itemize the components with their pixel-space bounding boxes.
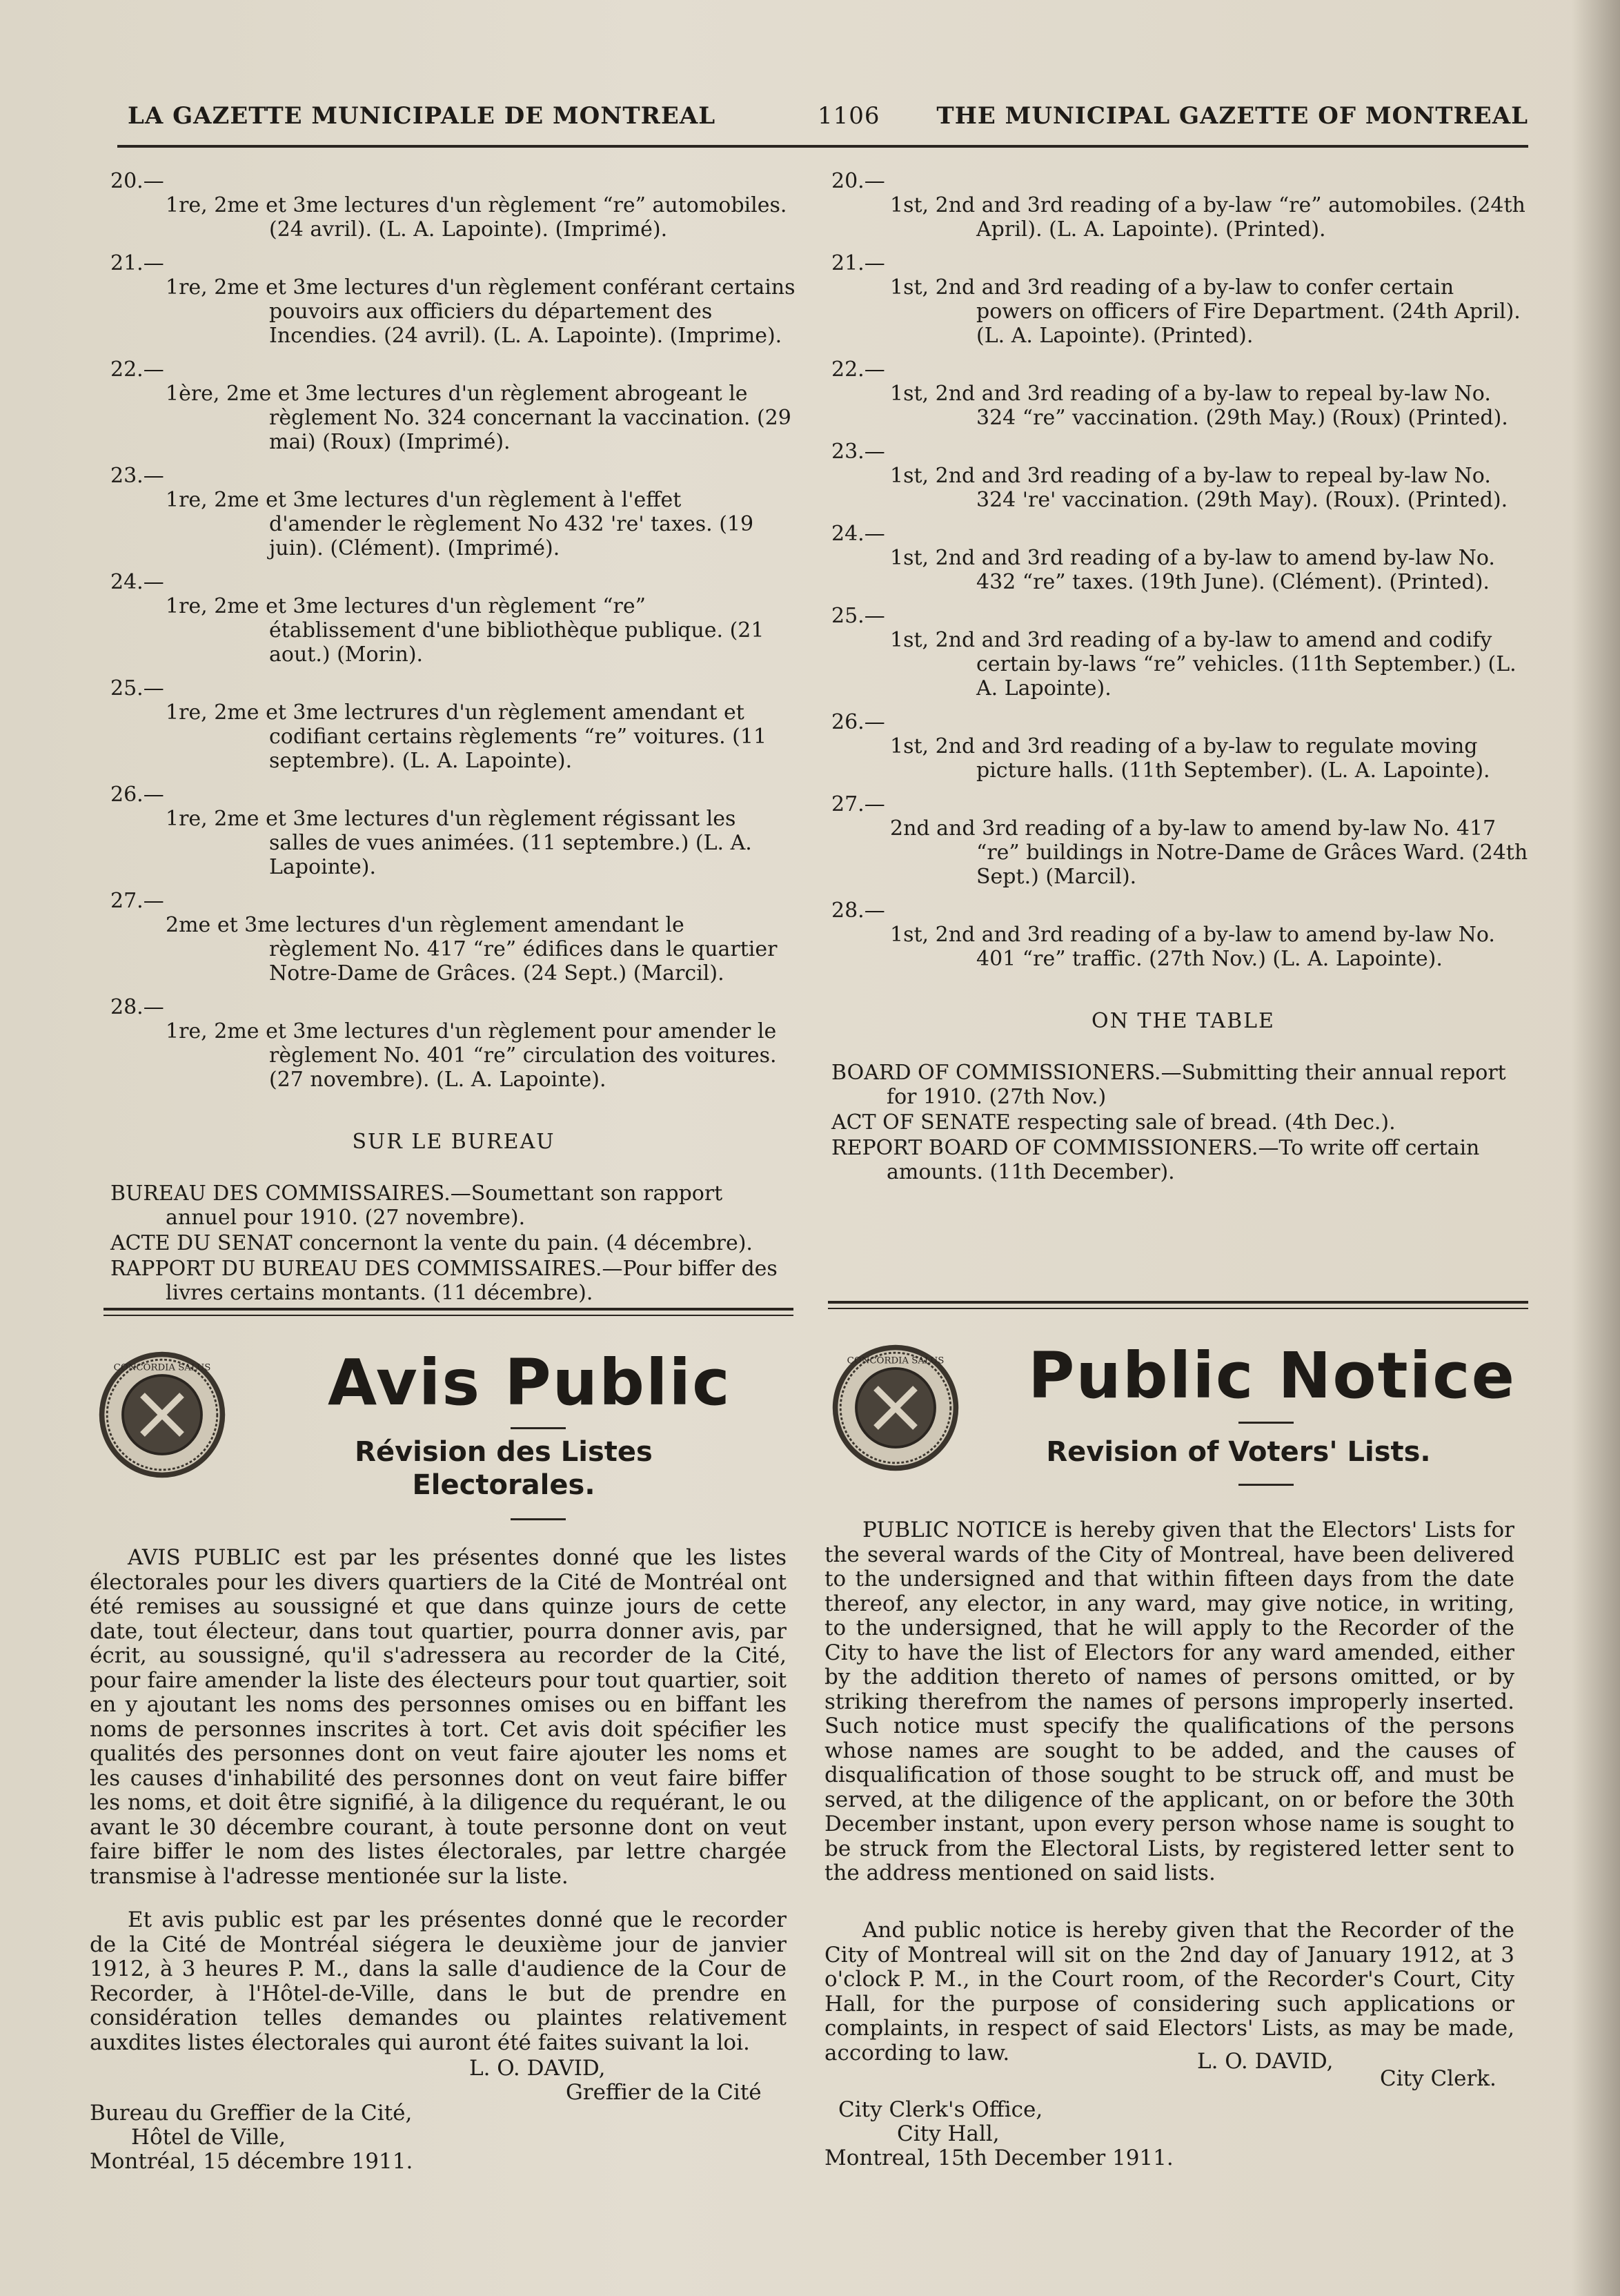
item-text: 1st, 2nd and 3rd reading of a by-law “re” automobiles. (24th April). (L. A. Lapointe). (Printed).	[890, 193, 1525, 242]
date-line: Montreal, 15th December 1911.	[824, 2146, 1174, 2170]
notice-paragraph-2: Et avis public est par les présentes donné que le recorder de la Cité de Montréal siégera le deuxième jour de janvier 1912, à 3 heures P. M., dans la salle d'audience de la Cour de Recorder, à l'Hôtel-de-Ville, dans le but de prendre en considération telles demandes ou plaintes relativement auxdites listes électorales qui auront été faites suivant la loi.	[90, 1907, 787, 2055]
signer-title: Greffier de la Cité	[566, 2080, 762, 2105]
item-text: 1re, 2me et 3me lectures d'un règlement conférant certains pouvoirs aux officiers du département des Incendies. (24 avril). (L. A. Lapointe). (Imprime).	[166, 275, 796, 348]
notice-divider-en-thin	[828, 1308, 1528, 1309]
notice-subtitle: Révision des Listes Electorales.	[355, 1436, 653, 1501]
item-number: 21.—	[110, 251, 164, 275]
item-text: 2me et 3me lectures d'un règlement amendant le règlement No. 417 “re” édifices dans le quartier Notre-Dame de Grâces. (24 Sept.) (Marcil).	[166, 913, 778, 985]
list-item	[110, 570, 797, 667]
notice-divider-fr-thin	[103, 1315, 793, 1316]
item-text: 1re, 2me et 3me lectures d'un règlement à l'effet d'amender le règlement No 432 're' taxes. (19 juin). (Clément). (Imprimé).	[166, 488, 754, 560]
list-item	[110, 464, 797, 560]
item-number: 23.—	[110, 464, 164, 488]
title-rule	[1238, 1422, 1294, 1424]
notice-title: Public Notice	[1028, 1339, 1517, 1413]
signer-title: City Clerk.	[1380, 2066, 1496, 2091]
item-number: 22.—	[831, 357, 885, 382]
page-edge-shadow	[1572, 0, 1620, 2296]
list-item	[831, 710, 1535, 783]
item-number: 26.—	[831, 710, 885, 734]
list-item	[110, 783, 797, 879]
item-number: 26.—	[110, 783, 164, 807]
list-item	[831, 169, 1535, 242]
building-line: Hôtel de Ville,	[131, 2125, 286, 2150]
item-text: 1st, 2nd and 3rd reading of a by-law to repeal by-law No. 324 “re” vaccination. (29th May.) (Roux) (Printed).	[890, 382, 1508, 430]
deposit-item: RAPPORT DU BUREAU DES COMMISSAIRES.—Pour biffer des livres certains montants. (11 décembre).	[110, 1257, 778, 1305]
notice-divider-fr	[103, 1308, 793, 1311]
list-item	[110, 251, 797, 348]
notice-subtitle: Revision of Voters' Lists.	[1046, 1436, 1431, 1468]
list-item	[831, 440, 1535, 512]
city-seal-icon	[97, 1349, 228, 1480]
list-item	[831, 357, 1535, 430]
french-notice	[90, 1339, 793, 2229]
item-number: 25.—	[110, 676, 164, 700]
item-text: 1st, 2nd and 3rd reading of a by-law to confer certain powers on officers of Fire Department. (24th April). (L. A. Lapointe). (Printed).	[890, 275, 1521, 348]
table-section-title: ON THE TABLE	[1091, 1009, 1275, 1033]
list-item	[110, 357, 797, 454]
date-line: Montréal, 15 décembre 1911.	[90, 2149, 413, 2174]
item-number: 27.—	[110, 889, 164, 913]
signer-name: L. O. DAVID,	[1197, 2049, 1334, 2074]
seal-motto: CONCORDIA SALUS	[847, 1355, 945, 1366]
notice-title: Avis Public	[328, 1346, 731, 1420]
list-item	[831, 899, 1535, 971]
title-rule	[511, 1427, 566, 1429]
item-text: 1re, 2me et 3me lectures d'un règlement pour amender le règlement No. 401 “re” circulation des voitures. (27 novembre). (L. A. Lapointe).	[166, 1019, 777, 1092]
notice-paragraph-1: PUBLIC NOTICE is hereby given that the Electors' Lists for the several wards of the City of Montreal, have been delivered to the undersigned and that within fifteen days from the date thereof, any elector, in any ward, may give notice, in writing, to the undersigned, that he will apply to the Recorder of the City to have the list of Electors for any ward amended, either by the addition thereto of names of persons omitted, or by striking therefrom the names of persons improperly inserted. Such notice must specify the qualifications of the persons whose names are sought to be added, and the causes of disqualification of those sought to be struck off, and must be served, at the diligence of the applicant, on or before the 30th December instant, upon every person whose name is sought to be struck from the Electoral Lists, by registered letter sent to the address mentioned on said lists.	[824, 1518, 1514, 1885]
header-rule	[117, 145, 1528, 148]
list-item	[110, 995, 797, 1092]
table-section-title: SUR LE BUREAU	[352, 1130, 555, 1154]
list-item	[110, 169, 797, 242]
item-text: 1re, 2me et 3me lectures d'un règlement régissant les salles de vues animées. (11 septembre.) (L. A. Lapointe).	[166, 807, 752, 879]
header-english-title: THE MUNICIPAL GAZETTE OF MONTREAL	[936, 102, 1528, 130]
office-line: Bureau du Greffier de la Cité,	[90, 2101, 413, 2126]
deposit-item: ACT OF SENATE respecting sale of bread. (4th Dec.).	[831, 1110, 1396, 1135]
item-number: 23.—	[831, 440, 885, 464]
list-item	[831, 604, 1535, 700]
list-item	[110, 889, 797, 985]
item-number: 20.—	[831, 169, 885, 193]
item-number: 21.—	[831, 251, 885, 275]
city-seal-icon	[830, 1342, 961, 1473]
list-item	[110, 676, 797, 773]
office-line: City Clerk's Office,	[838, 2097, 1043, 2122]
item-text: 1re, 2me et 3me lectrures d'un règlement amendant et codifiant certains règlements “re” voitures. (11 septembre). (L. A. Lapointe).	[166, 700, 767, 773]
list-item	[831, 522, 1535, 594]
item-text: 1ère, 2me et 3me lectures d'un règlement abrogeant le règlement No. 324 concernant la vaccination. (29 mai) (Roux) (Imprimé).	[166, 382, 791, 454]
signer-name: L. O. DAVID,	[469, 2056, 606, 2081]
item-text: 1re, 2me et 3me lectures d'un règlement “re” automobiles. (24 avril). (L. A. Lapointe). (Imprimé).	[166, 193, 787, 242]
building-line: City Hall,	[897, 2121, 1000, 2146]
header-french-title: LA GAZETTE MUNICIPALE DE MONTREAL	[128, 102, 716, 130]
deposit-item: REPORT BOARD OF COMMISSIONERS.—To write off certain amounts. (11th December).	[831, 1136, 1480, 1184]
item-text: 1st, 2nd and 3rd reading of a by-law to regulate moving picture halls. (11th September). (L. A. Lapointe).	[890, 734, 1490, 783]
english-column	[831, 169, 1535, 1186]
notice-paragraph-1: AVIS PUBLIC est par les présentes donné que les listes électorales pour les divers quartiers de la Cité de Montréal ont été remises au soussigné et que dans quinze jours de cette date, tout électeur, dans tout quartier, pourra donner avis, par écrit, au soussigné, qu'il s'adressera au recorder de la Cité, pour faire amender la liste des électeurs pour tout quartier, soit en y ajoutant les noms des personnes omises ou en biffant les noms de personnes inscrites à tort. Cet avis doit spécifier les qualités des personnes dont on veut faire ajouter les noms et les causes d'inhabilité des personnes dont on veut faire biffer les noms, et doit être signifié, à la diligence du requérant, le ou avant le 30 décembre courant, à toute personne dont on veut faire biffer le nom des listes électorales, par lettre chargée transmise à l'adresse mentionée sur la liste.	[90, 1545, 787, 1889]
item-number: 22.—	[110, 357, 164, 382]
deposit-item: BOARD OF COMMISSIONERS.—Submitting their annual report for 1910. (27th Nov.)	[831, 1061, 1506, 1109]
subtitle-rule	[1238, 1484, 1294, 1486]
item-text: 1st, 2nd and 3rd reading of a by-law to amend by-law No. 401 “re” traffic. (27th Nov.) (L. A. Lapointe).	[890, 923, 1495, 971]
page-header	[128, 102, 1528, 137]
item-number: 28.—	[831, 899, 885, 923]
seal-motto: CONCORDIA SALUS	[113, 1362, 211, 1373]
item-number: 27.—	[831, 792, 885, 816]
item-text: 1st, 2nd and 3rd reading of a by-law to amend by-law No. 432 “re” taxes. (19th June). (Clément). (Printed).	[890, 546, 1495, 594]
french-column	[110, 169, 797, 1306]
deposit-item: ACTE DU SENAT concernont la vente du pain. (4 décembre).	[110, 1231, 753, 1255]
notice-divider-en	[828, 1301, 1528, 1304]
item-text: 1st, 2nd and 3rd reading of a by-law to amend and codify certain by-laws “re” vehicles. (11th September.) (L. A. Lapointe).	[890, 628, 1517, 700]
item-number: 24.—	[831, 522, 885, 546]
page-number: 1106	[818, 102, 880, 130]
deposit-item: BUREAU DES COMMISSAIRES.—Soumettant son rapport annuel pour 1910. (27 novembre).	[110, 1181, 723, 1230]
english-notice	[824, 1328, 1535, 2226]
item-number: 28.—	[110, 995, 164, 1019]
item-number: 25.—	[831, 604, 885, 628]
item-text: 1re, 2me et 3me lectures d'un règlement “re” établissement d'une bibliothèque publique. (21 aout.) (Morin).	[166, 594, 764, 667]
notice-paragraph-2: And public notice is hereby given that the Recorder of the City of Montreal will sit on the 2nd day of January 1912, at 3 o'clock P. M., in the Court room, of the Recorder's Court, City Hall, for the purpose of considering such applications or complaints, in respect of said Electors' Lists, as may be made, according to law.	[824, 1918, 1514, 2066]
item-number: 24.—	[110, 570, 164, 594]
item-text: 2nd and 3rd reading of a by-law to amend by-law No. 417 “re” buildings in Notre-Dame de Grâces Ward. (24th Sept.) (Marcil).	[890, 816, 1528, 889]
item-text: 1st, 2nd and 3rd reading of a by-law to repeal by-law No. 324 're' vaccination. (29th May). (Roux). (Printed).	[890, 464, 1508, 512]
list-item	[831, 792, 1535, 889]
subtitle-rule	[511, 1518, 566, 1520]
list-item	[831, 251, 1535, 348]
item-number: 20.—	[110, 169, 164, 193]
